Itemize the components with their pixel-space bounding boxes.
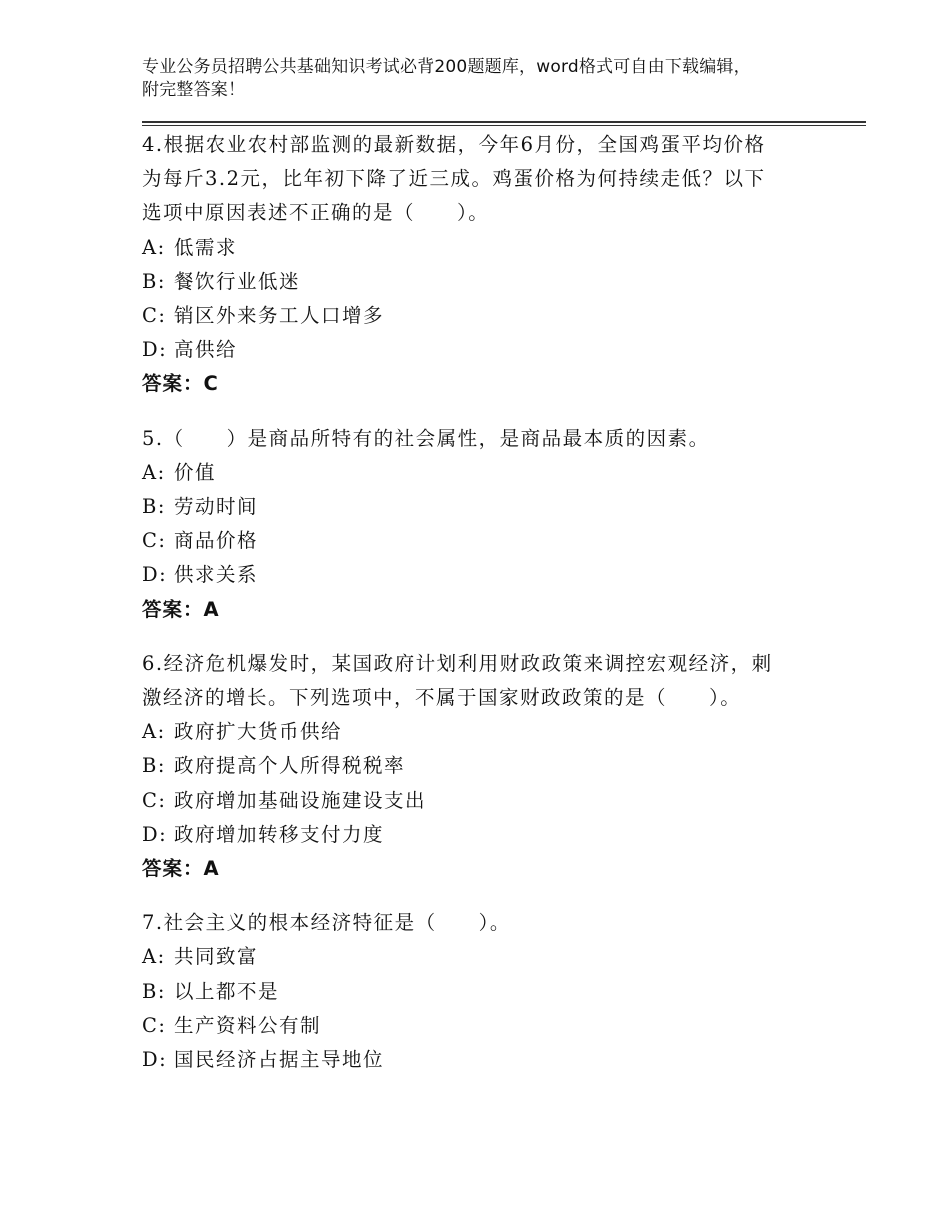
option-text: 价值 bbox=[174, 460, 217, 484]
option-text: 餐饮行业低迷 bbox=[174, 269, 301, 293]
header-divider-thick bbox=[142, 121, 866, 123]
option-key: C: bbox=[142, 304, 167, 328]
option-b bbox=[142, 975, 822, 1009]
option-key: B: bbox=[142, 979, 166, 1003]
option-text: 供求关系 bbox=[174, 563, 259, 587]
option-key: D: bbox=[142, 338, 168, 362]
header-line-1: 专业公务员招聘公共基础知识考试必背200题题库，word格式可自由下载编辑， bbox=[142, 57, 751, 77]
option-a bbox=[142, 231, 822, 265]
question-list bbox=[142, 128, 822, 1097]
option-key: D: bbox=[142, 563, 168, 587]
header-line-2: 附完整答案！ bbox=[142, 80, 246, 100]
option-text: 政府扩大货币供给 bbox=[174, 720, 343, 744]
answer-label: 答案：A bbox=[142, 597, 220, 621]
option-d bbox=[142, 1043, 822, 1077]
answer-label: 答案：A bbox=[142, 857, 220, 881]
option-key: A: bbox=[142, 945, 166, 969]
option-key: C: bbox=[142, 529, 167, 553]
option-d bbox=[142, 818, 822, 852]
document-header bbox=[142, 56, 832, 102]
option-text: 政府增加基础设施建设支出 bbox=[174, 788, 427, 812]
option-text: 高供给 bbox=[174, 338, 238, 362]
option-text: 低需求 bbox=[174, 235, 238, 259]
question-stem-line: 激经济的增长。下列选项中，不属于国家财政政策的是（ ）。 bbox=[142, 686, 742, 710]
question-7 bbox=[142, 906, 822, 1077]
option-key: D: bbox=[142, 822, 168, 846]
question-stem-line: 6.经济危机爆发时，某国政府计划利用财政政策来调控宏观经济，刺 bbox=[142, 651, 773, 675]
option-key: C: bbox=[142, 788, 167, 812]
option-key: B: bbox=[142, 495, 166, 519]
option-text: 政府提高个人所得税税率 bbox=[174, 754, 406, 778]
option-a bbox=[142, 940, 822, 974]
option-a bbox=[142, 456, 822, 490]
option-key: D: bbox=[142, 1048, 168, 1072]
question-6 bbox=[142, 647, 822, 886]
option-c bbox=[142, 1009, 822, 1043]
option-text: 生产资料公有制 bbox=[174, 1013, 322, 1037]
option-text: 销区外来务工人口增多 bbox=[174, 304, 385, 328]
question-stem-line: 5.（ ）是商品所特有的社会属性，是商品最本质的因素。 bbox=[142, 426, 710, 450]
option-text: 商品价格 bbox=[174, 529, 259, 553]
header-divider-thin bbox=[142, 125, 866, 126]
option-key: B: bbox=[142, 754, 166, 778]
answer-label: 答案：C bbox=[142, 372, 219, 396]
option-text: 以上都不是 bbox=[174, 979, 280, 1003]
option-c bbox=[142, 299, 822, 333]
option-a bbox=[142, 715, 822, 749]
question-stem-line: 4.根据农业农村部监测的最新数据，今年6月份，全国鸡蛋平均价格 bbox=[142, 133, 766, 156]
question-5 bbox=[142, 422, 822, 627]
option-key: C: bbox=[142, 1013, 167, 1037]
option-d bbox=[142, 333, 822, 367]
option-c bbox=[142, 524, 822, 558]
option-b bbox=[142, 490, 822, 524]
option-key: A: bbox=[142, 460, 166, 484]
question-stem-line: 7.社会主义的根本经济特征是（ ）。 bbox=[142, 911, 511, 935]
question-stem-line: 为每斤3.2元，比年初下降了近三成。鸡蛋价格为何持续走低？以下 bbox=[142, 167, 766, 191]
option-key: B: bbox=[142, 269, 166, 293]
question-stem-line: 选项中原因表述不正确的是（ ）。 bbox=[142, 201, 490, 225]
option-text: 劳动时间 bbox=[174, 495, 259, 519]
option-text: 国民经济占据主导地位 bbox=[174, 1048, 385, 1072]
option-text: 政府增加转移支付力度 bbox=[174, 822, 385, 846]
option-key: A: bbox=[142, 720, 166, 744]
option-d bbox=[142, 558, 822, 592]
question-4 bbox=[142, 128, 822, 402]
option-b bbox=[142, 749, 822, 783]
option-key: A: bbox=[142, 235, 166, 259]
option-c bbox=[142, 784, 822, 818]
option-text: 共同致富 bbox=[174, 945, 259, 969]
option-b bbox=[142, 265, 822, 299]
